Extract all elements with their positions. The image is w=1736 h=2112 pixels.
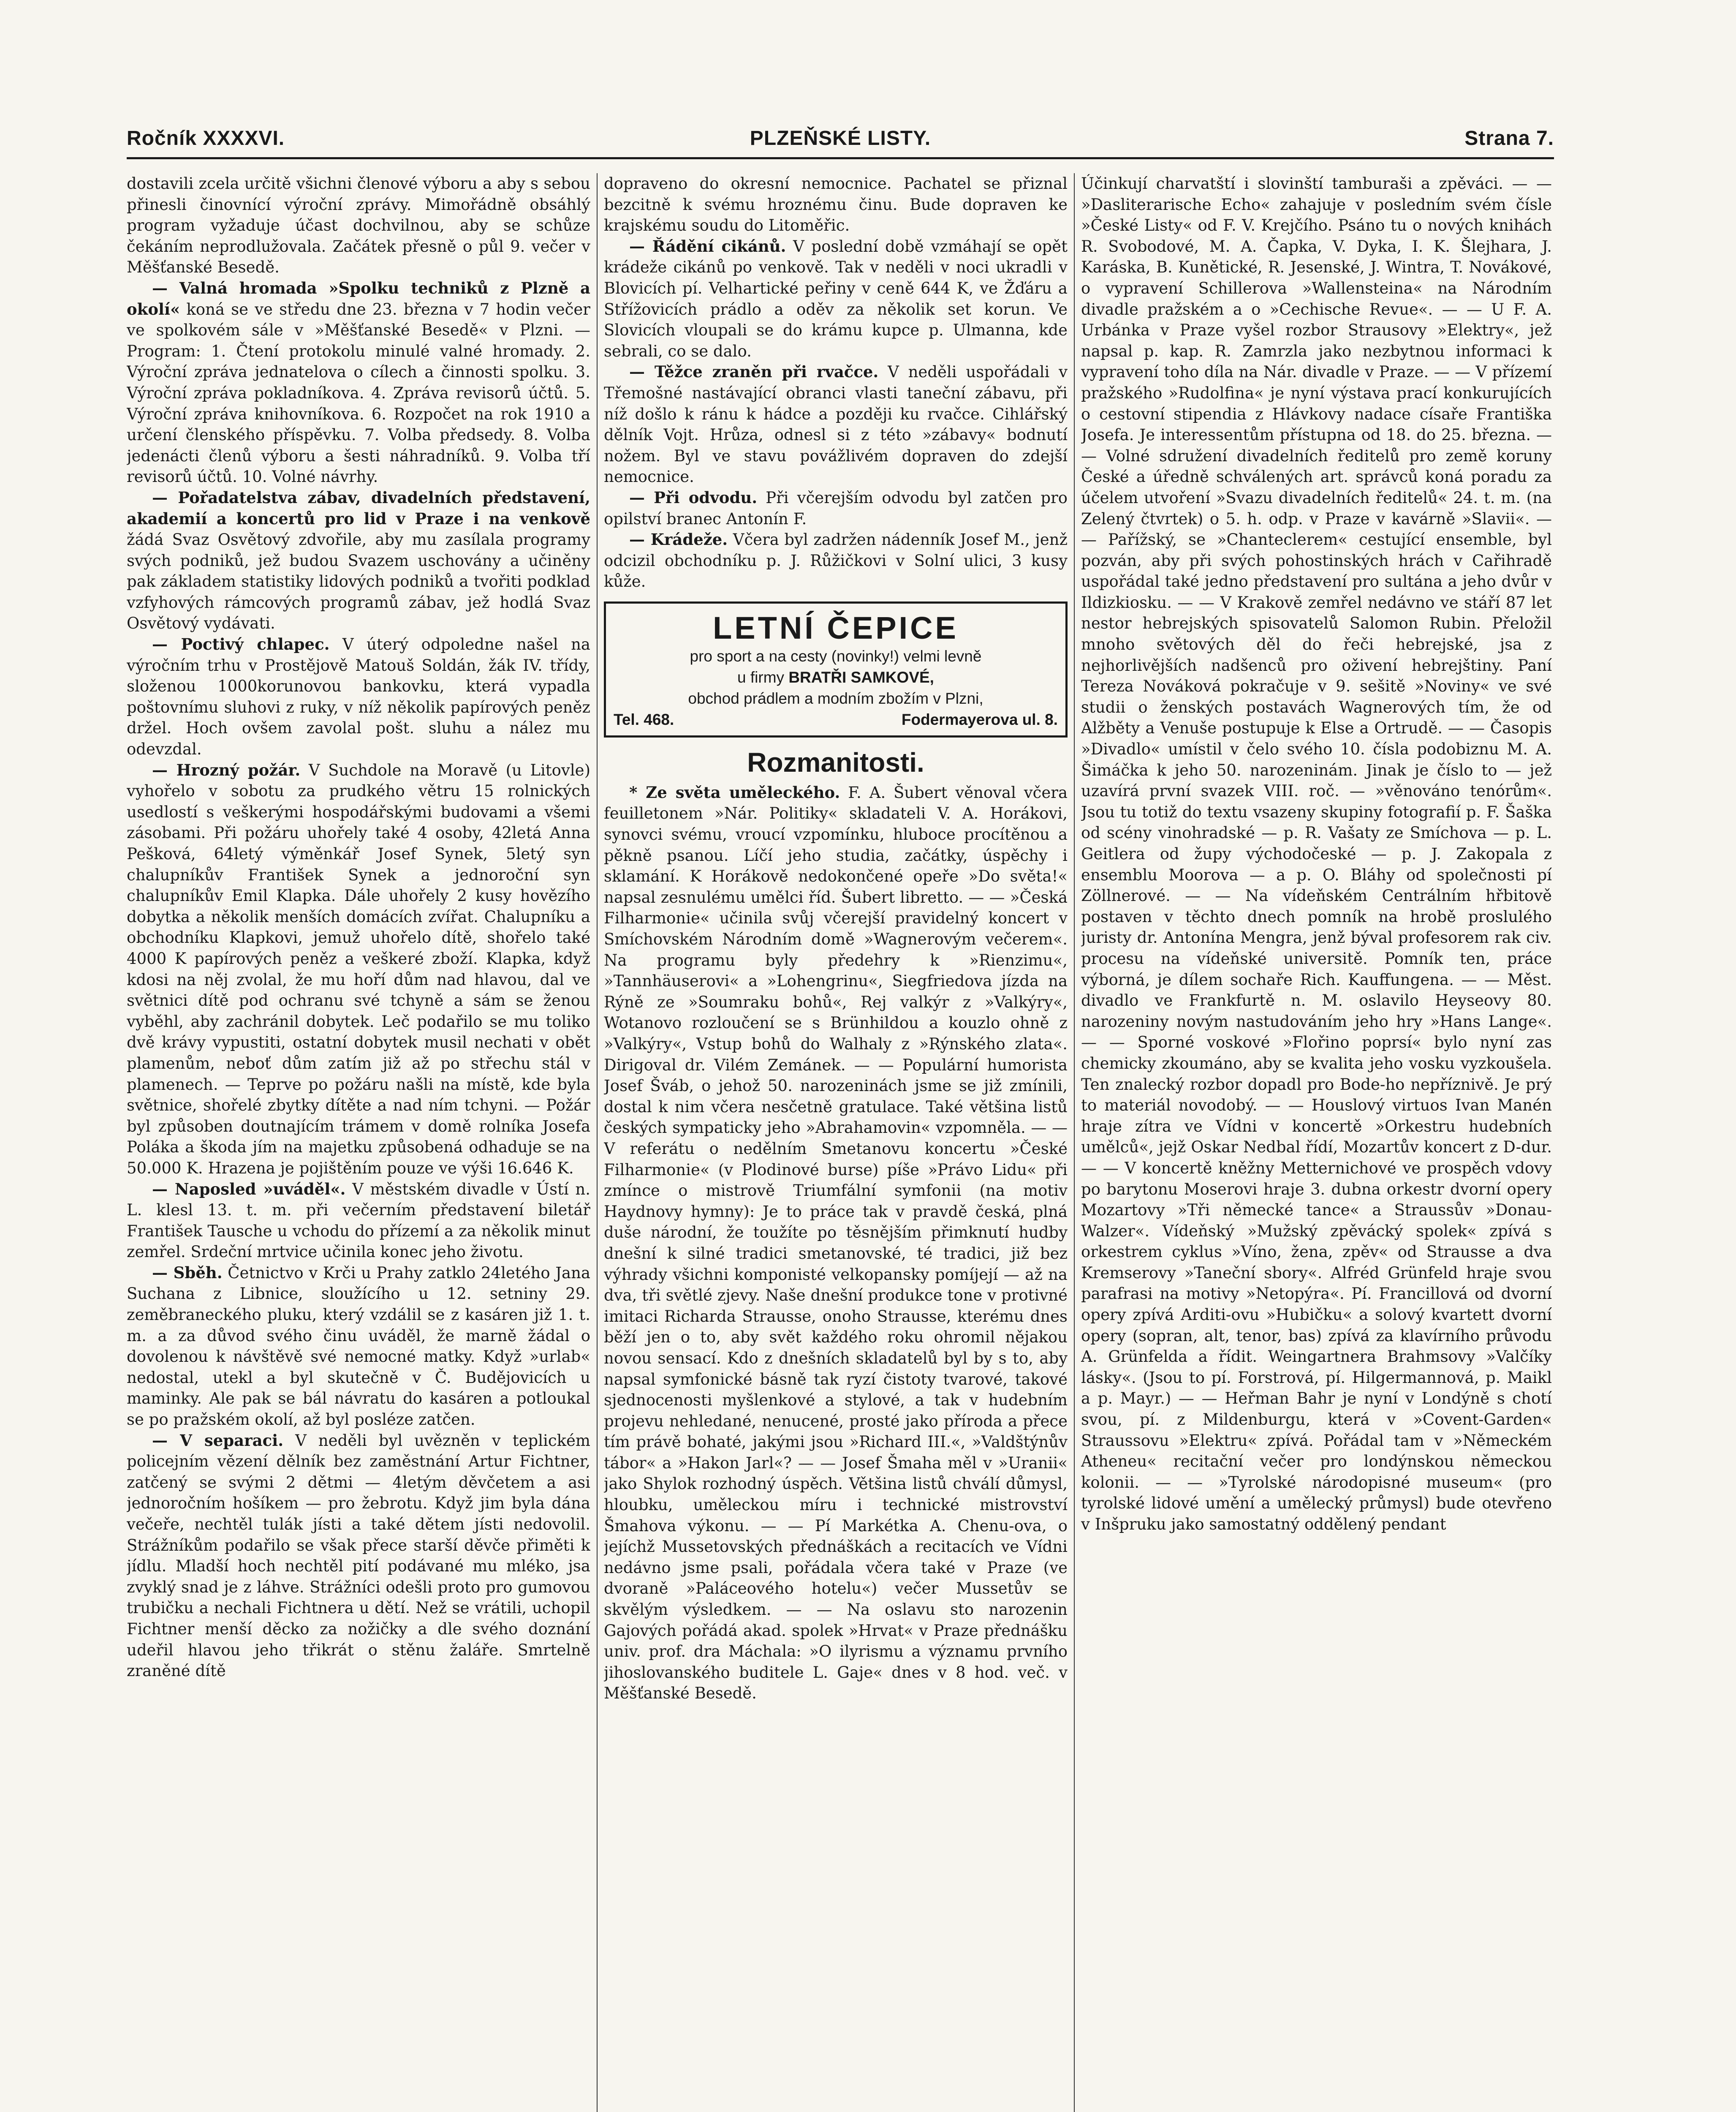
ad-line: pro sport a na cesty (novinky!) velmi levně xyxy=(690,647,982,665)
masthead-title: PLZEŇSKÉ LISTY. xyxy=(750,127,931,150)
ad-firm-line xyxy=(614,667,1058,688)
article-text: Účinkují charvatští i slovinští tamburaši a zpěváci. — — »Dasliterarische Echo« zahajuje v posledním svém čísle »České Listy« od F. V. Krejčího. Psáno tu o nových knihách R. Svobodové, M. A. Čapka, V. Dyka, I. K. Šlejhara, J. Karáska, B. Kunětické, R. Jesenské, J. Wintra, T. Novákové, o vypravení Schillerova »Wallensteina« na Národním divadle pražském a o »Cechische Revue«. — — U F. A. Urbánka v Praze vyšel rozbor Strausovy »Elektry«, jež napsal p. kap. R. Zamrzla jako nezbytnou informaci k vypravení toho díla na Nár. divadle v Praze. — — V přízemí pražského »Rudolfina« je nyní výstava prací konkurujících o cestovní stipendia z Hlávkovy nadace císaře Františka Josefa. Je interessentům přístupna od 18. do 25. března. — — Volné sdružení divadelních ředitelů pro země koruny České a úředně schválených art. správců koná poradu za účelem utvoření »Svazu divadelních ředitelů« 24. t. m. (na Zelený čtvrtek) o 5. h. odp. v Praze v kavárně »Slavii«. — — Pařížský, se »Chanteclerem« cestující ensemble, byl pozván, aby při svých pohostinských hrách v Cařihradě uspořádal také jedno představení pro sultána a jeho dvůr v Ildizkiosku. — — V Krakově zemřel nedávno ve stáří 87 let nestor hebrejských spisovatelů Salomon Rubin. Přeložil mnoho světových děl do řeči hebrejské, jsa z nejhorlivějších nadšenců pro oživení hebrejštiny. Paní Tereza Nováková pokračuje v 9. sešitě »Noviny« ve své studii o ženských postavách Wagnerových tím, že od Alžběty a Venuše postupuje k Else a Ortrudě. — — Časopis »Divadlo« umístil v čelo svého 10. čísla podobiznu M. A. Šimáčka k jeho 50. narozeninám. Jinak je číslo to — jež uzavírá první svazek VIII. roč. — »věnováno tenórům«. Jsou tu totiž do textu vsazeny skupiny fotografií p. F. Šaška od scény vinohradské — p. R. Vašaty ze Smíchova — p. L. Geitlera od župy východočeské — p. J. Zakopala z ensemblu Moorova — a p. O. Bláhy od společnosti pí Zöllnerové. — — Na vídeňském Centrálním hřbitově postaven v těchto dnech pomník na hrobě proslulého juristy dr. Antonína Mengra, jenž býval profesorem rak civ. procesu na vídeňské universitě. Pomník ten, práce výborná, je dílem sochaře Rich. Kauffungena. — — Měst. divadlo ve Frankfurtě n. M. oslavilo Heyseovy 80. narozeniny novým nastudováním jeho hry »Hans Lange«. — — Sporné voskové »Flořino poprsí« bylo nyní zas chemicky zkoumáno, aby se kvalita jeho vosku vyzkoušela. Ten znalecký rozbor dopadl pro Bode-ho nepříznivě. Je prý to materiál novodobý. — — Houslový virtuos Ivan Manén hraje zítra ve Vídni v koncertě »Orkestru hudebních umělců«, jejž Oskar Nedbal řídí, Mozartův koncert z D-dur. — — V koncertě kněžny Metternichové ve prospěch vdovy po barytonu Moserovi hraje 3. dubna orkestr dvorní opery Mozartovy »Tři německé tance« a Straussův »Donau-Walzer«. Vídeňský »Mužský zpěvácký spolek« zpívá s orkestrem cyklus »Víno, žena, zpěv« od Strausse a dva Kremserovy »Taneční sbory«. Alfréd Grünfeld hraje svou parafrasi na motivy »Netopýra«. Pí. Francillová od dvorní opery zpívá Arditi-ovu »Hubičku« a solový kvartett dvorní opery (sopran, alt, tenor, bas) zpívá za klavírního průvodu A. Grünfelda a řídit. Weingartnera Brahmsovy »Valčíky lásky«. (Jsou to pí. Forstrová, pí. Hilgermannová, p. Maikl a p. Mayr.) — — Heřman Bahr je nyní v Londýně s chotí svou, pí. z Mildenburgu, která v »Covent-Garden« Straussovu »Elektru« zpívá. Pořádal tam v »Německém Atheneu« recitační večer pro londýnskou německou kolonii. — — »Tyrolské národopisné museum« (pro tyrolské lidové umění a umělecký průmysl) bude otevřeno v Inšpruku jako samostatný oddělený pendant xyxy=(1081,174,1552,1533)
article-headline: — Těžce zraněn při rvačce. xyxy=(629,362,879,381)
page-header xyxy=(127,118,1554,156)
article xyxy=(604,487,1068,529)
article xyxy=(127,487,590,634)
article-text: Při včerejším odvodu byl zatčen pro opilství branec Antonín F. xyxy=(604,488,1068,528)
article-headline: — Poctivý chlapec. xyxy=(152,635,330,654)
article-headline: — Valná hromada »Spolku techniků z Plzně a okolí« xyxy=(127,278,590,318)
ad-firm-name: BRATŘI SAMKOVÉ, xyxy=(788,668,934,686)
column-1 xyxy=(127,173,590,2112)
article-headline: — Hrozný požár. xyxy=(152,760,301,779)
ad-firm-prefix: u firmy xyxy=(737,668,785,686)
article-text: dopraveno do okresní nemocnice. Pachatel se přiznal bezcitně k svému hroznému činu. Bude dopraven ke krajskému soudu do Litoměřic. xyxy=(604,174,1068,235)
article-text: Včera byl zadržen nádenník Josef M., jenž odcizil obchodníku p. J. Růžičkovi v Solní ulici, 3 kusy kůže. xyxy=(604,531,1068,591)
article-text: žádá Svaz Osvětový zdvořile, aby mu zasílala programy svých podniků, jež budou Svazem uschovány a učiněny pak základem statistiky lidových podniků a tvořiti podklad vzfyhových rámcových programů zábav, jež hodlá Svaz Osvětový vydávati. xyxy=(127,531,590,633)
ad-telephone: Tel. 468. xyxy=(614,710,674,728)
article-text: V úterý odpoledne našel na výročním trhu v Prostějově Matouš Soldán, žák IV. třídy, složenou 1000korunovou bankovku, která vypadla poštovnímu sluhovi z ruky, v níž několik papírových peněz držel. Hoch ovšem zavolal pošt. sluhu a nález mu odevzdal. xyxy=(127,635,590,759)
article-headline: — V separaci. xyxy=(152,1431,284,1450)
article-headline: — Při odvodu. xyxy=(629,488,758,507)
ad-address: Fodermayerova ul. 8. xyxy=(901,710,1058,728)
article-text: V Suchdole na Moravě (u Litovle) vyhořelo v sobotu za prudkého větru 15 rolnických usedlostí s veškerými hospodářskými budovami a všemi zásobami. Při požáru uhořely také 4 osoby, 42letá Anna Pešková, 64letý výměnkář Josef Synek, 5letý syn chalupníkův František Synek a jednoroční syn chalupníkův Emil Klapka. Dále uhořely 2 kusy hovězího dobytka a několik menších domácích zvířat. Chalupníku a obchodníku Klapkovi, jemuž uhořelo dítě, shořelo také 4000 K papírových peněz a veškeré zboží. Klapka, když kdosi na něj zvolal, že mu hoří dům nad hlavou, dal ve světnici dítě pod ochranu své tchyně a sám se ženou vyběhl, aby zachránil dobytek. Leč podařilo se mu toliko dvě krávy vypustiti, ostatní dobytek musil nechati v obět plamenům, neboť dům zatím již až po střechu stál v plamenech. — Teprve po požáru našli na místě, kde byla světnice, shořelé zbytky dítěte a nad ním tchyni. — Požár byl způsoben doutnajícím trámem v domě rolníka Josefa Poláka a škoda jím na majetku způsobená odhaduje se na 50.000 K. Hrazena je pojištěním pouze ve výši 16.646 K. xyxy=(127,761,590,1177)
article xyxy=(604,362,1068,487)
article-text: V neděli uspořádali v Třemošné nastávající obranci vlasti taneční zábavu, při níž došlo k ránu k hádce a později ku rvačce. Cihlářský dělník Vojt. Hrůza, odnesl si z této »zábavy« bodnutí nožem. Byl ve stavu povážlivém dopraven do zdejší nemocnice. xyxy=(604,363,1068,486)
article xyxy=(127,1179,590,1263)
volume-label: Ročník XXXXVI. xyxy=(127,127,285,150)
header-rule xyxy=(127,157,1554,159)
ad-contact-row xyxy=(614,709,1058,730)
article-headline: — Řádění cikánů. xyxy=(629,237,786,256)
article xyxy=(604,236,1068,362)
article-headline: — Pořadatelstva zábav, divadelních představení, akademií a koncertů pro lid v Praze i na venkově xyxy=(127,488,590,528)
article-text: F. A. Šubert věnoval včera feuilletonem »Nár. Politiky« skladateli V. A. Horákovi, synovci svému, vroucí vzpomínku, hlubocе procítěnou a pěkně psanou. Líčí jeho studia, začátky, úspěchy i sklamání. K Horákově nedokončené opeře »Do světa!« napsal zesnulému umělci říd. Šubert libretto. — — »Česká Filharmonie« učinila svůj včerejší pravidelný koncert v Smíchovském Národním domě »Wagnerovým večerem«. Na programu byly předehry k »Rienzimu«, »Tannhäuserovi« a »Lohengrinu«, Siegfriedova jízda na Rýně ze »Soumraku bohů«, Rej valkýr z »Valkýry«, Wotanovo rozloučení se s Brünhildou a kouzlo ohně z »Valkýry«, Vstup bohů do Walhaly z »Rýnského zlata«. Dirigoval dr. Vilém Zemánek. — — Populární humorista Josef Šváb, o jehož 50. narozeninách jsme se již zmínili, dostal k nim včera nesčetně gratulace. Také většina listů českých sympaticky jeho »Abrahamovin« vzpomněla. — — V referátu o nedělním Smetanovu koncertu »České Filharmonie« (v Plodinové burse) píše »Právo Lidu« při zmínce o mistrově Triumfální symfonii (na motiv Haydnovy hymny): Je to práce tak v pravdě česká, plná duše národní, že toužíte po těsnějším přimknutí hudby dnešní k silné tradici smetanovské, té tradici, již bez výhrady všichni komponisté velkopansky pomíjejí — až na dva, tři světlé zjevy. Naše dnešní produkce tone v protivné imitaci Richarda Strausse, onoho Strausse, kterému dnes běží jen o to, aby svět každého roku ohromil nějakou novou sensací. Kdo z dnešních skladatelů byl by s to, aby napsal symfonické básně tak ryzí čistoty tvarové, takové sjednocenosti myšlenkové a stylové, a tak v hudebním projevu nehledané, nenucené, prosté jako příroda a přece tím právě bohaté, jakými jsou »Richard III.«, »Valdštýnův tábor« a »Hakon Jarl«? — — Josef Šmaha měl v »Uranii« jako Shylok rozhodný úspěch. Většina listů chválí důmysl, hloubku, uměleckou míru i technické mistrovství Šmahova výkonu. — — Pí Markétka A. Chenu-ova, o jejíchž Mussetovských přednáškách a recitacích ve Vídni nedávno jsme psali, pořádala včera také v Praze (ve dvoraně »Paláceového hotelu«) večer Mussetův se skvělým výsledkem. — — Na oslavu sto narozenin Gajových pořádá akad. spolek »Hrvat« v Praze přednášku univ. prof. dra Máchala: »O ilyrismu a významu prvního jihoslovanského buditele L. Gaje« dnes v 8 hod. več. v Měšťanské Besedě. xyxy=(604,783,1068,1703)
column-divider-2 xyxy=(1074,173,1075,2112)
advertisement-box xyxy=(604,601,1068,738)
article-text: V městském divadle v Ústí n. L. klesl 13. t. m. při večerním představení biletář František Tausche u vchodu do přízemí a za několik minut zemřel. Srdeční mrtvice učinila konec jeho životu. xyxy=(127,1180,590,1261)
article xyxy=(604,529,1068,592)
article xyxy=(127,760,590,1179)
article xyxy=(604,782,1068,1704)
article-headline: — Naposled »uváděl«. xyxy=(152,1179,346,1198)
section-title: Rozmanitosti. xyxy=(747,747,924,778)
column-3 xyxy=(1081,173,1552,2112)
article xyxy=(127,634,590,760)
column-divider-1 xyxy=(597,173,598,2112)
article xyxy=(127,1430,590,1682)
article-headline: — Krádeže. xyxy=(629,530,728,549)
article-text: koná se ve středu dne 23. března v 7 hodin večer ve spolkovém sále v »Měšťanské Besedě« v Plzni. — Program: 1. Čtení protokolu minulé valné hromady. 2. Výroční zpráva jednatelova o cílech a činnosti spolku. 3. Výroční zpráva pokladníkova. 4. Zpráva revisorů účtů. 5. Výroční zpráva knihovníkova. 6. Rozpočet na rok 1910 a určení členského příspěvku. 7. Volba předsedy. 8. Volba jedenácti členů výboru a šesti náhradníků. 9. Volba tří revisorů účtů. 10. Volné návrhy. xyxy=(127,300,590,486)
page-number: Strana 7. xyxy=(1464,127,1554,150)
article-text: V neděli byl uvězněn v teplickém policejním vězení dělník bez zaměstnání Artur Fichtner, zatčený se svými 2 dětmi — 4letým děvčetem a asi jednoročním hošíkem — pro žebrotu. Když jim byla dána večeře, nechtěl tulák jísti a také dětem jísti nedovolil. Strážníkům podařilo se však přece starší děvče přiměti k jídlu. Mladší hoch nechtěl pití podávané mu mléko, jsa zvyklý snad je z láhve. Strážníci odešli proto pro gumovou trubičku a nechali Fichtnera u dětí. Než se vrátili, uchopil Fichtner menší děcko za nožičky a dle svého doznání udeřil hlavou jeho třikrát o stěnu žaláře. Smrtelně zraněné dítě xyxy=(127,1431,590,1680)
ad-title: LETNÍ ČEPICE xyxy=(713,610,959,645)
article-text: dostavili zcela určitě všichni členové výboru a aby s sebou přinesli činovnící výroční zprávy. Mimořádně obsáhlý program vyžaduje účast dochvilnou, aby se schůze čekáním neprodlužovala. Začátek přesně o půl 9. večer v Měšťanské Besedě. xyxy=(127,174,590,277)
article-headline: * Ze světa uměleckého. xyxy=(629,783,840,802)
article-text: V poslední době vzmáhají se opět krádeže cikánů po venkově. Tak v neděli v noci ukradli v Blovicích pí. Velhartické peřiny v ceně 644 K, ve Žďáru a Střížovicích prádlo a oděv za několik set korun. Ve Slovicích vloupali se do krámu kupce p. Ulmanna, kde sebrali, co se dalo. xyxy=(604,237,1068,360)
article xyxy=(127,1263,590,1430)
ad-line: obchod prádlem a modním zbožím v Plzni, xyxy=(688,689,983,707)
column-2 xyxy=(604,173,1068,2112)
article-headline: — Sběh. xyxy=(152,1263,223,1282)
article xyxy=(127,278,590,487)
article-text: Četnictvo v Krči u Prahy zatklo 24letého Jana Suchana z Libnice, sloužícího u 12. setniny 29. zeměbraneckého pluku, který vzdálil se z kasáren již 1. t. m. a za důvod svého činu uváděl, že marně žádal o dovolenou k návštěvě své nemocné matky. Když »urlab« nedostal, utekl a byl skutečně v Č. Budějovicích u maminky. Ale pak se bál návratu do kasáren a potloukal se po pražském okolí, až byl posléze zatčen. xyxy=(127,1263,590,1429)
